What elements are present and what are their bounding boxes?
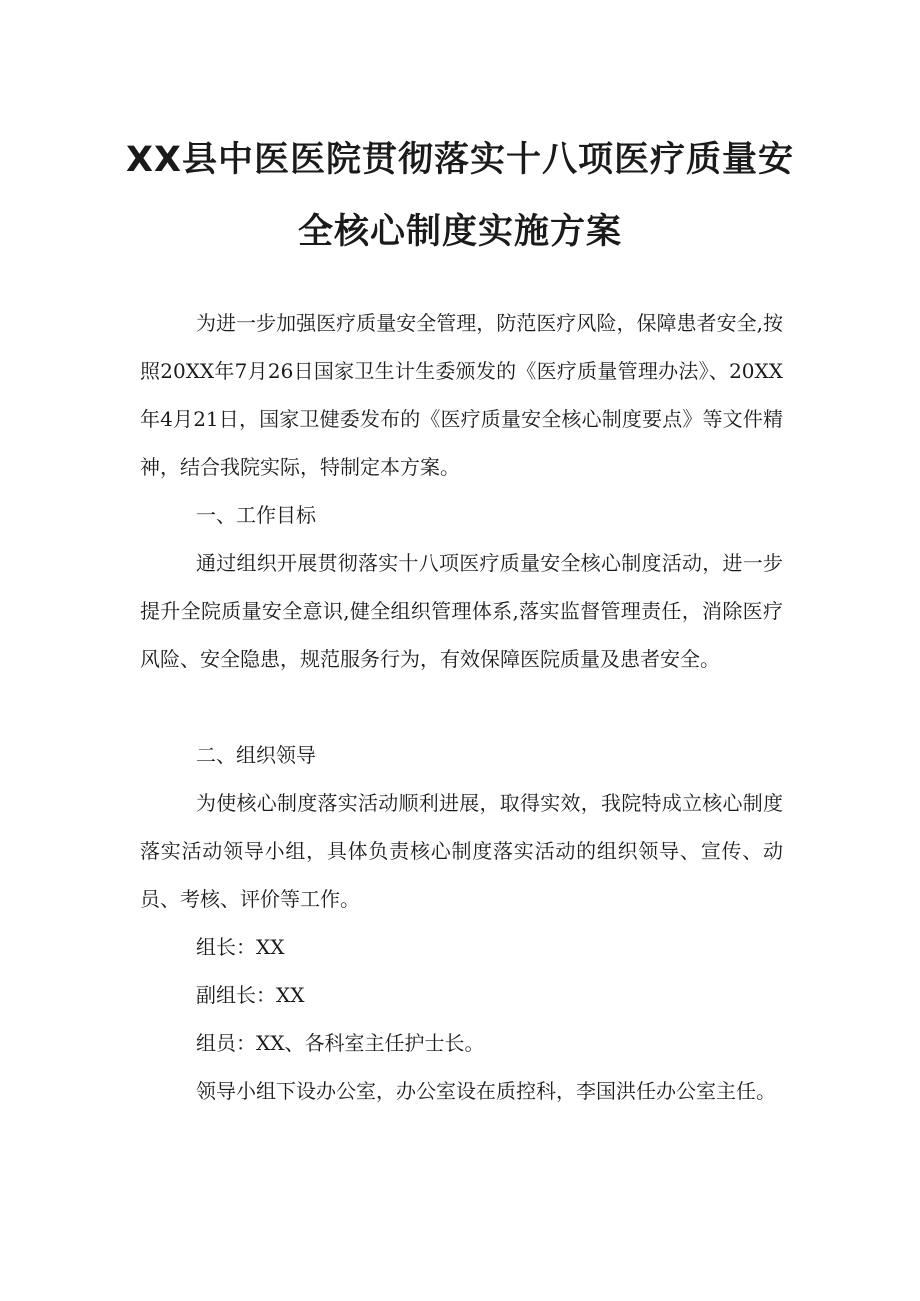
document-title-line-1: XX县中医医院贯彻落实十八项医疗质量安 xyxy=(126,140,794,180)
members-line: 组员：XX、各科室主任护士长。 xyxy=(196,1031,485,1055)
goals-paragraph: 通过组织开展贯彻落实十八项医疗质量安全核心制度活动，进一步提升全院质量安全意识,健全组织管理体系,落实监督管理责任，消除医疗风险、安全隐患，规范服务行为，有效保障医院质量及患者安全。 xyxy=(140,551,783,671)
document-title-line-2: 全核心制度实施方案 xyxy=(297,212,622,252)
section-heading-goals: 一、工作目标 xyxy=(196,503,316,527)
team-leader-line: 组长：XX xyxy=(196,935,285,959)
office-paragraph: 领导小组下设办公室，办公室设在质控科，李国洪任办公室主任。 xyxy=(196,1079,776,1103)
deputy-leader-line: 副组长：XX xyxy=(196,983,305,1007)
intro-paragraph: 为进一步加强医疗质量安全管理，防范医疗风险，保障患者安全,按照20XX年7月26日国家卫生计生委颁发的《医疗质量管理办法》、20XX年4月21日，国家卫健委发布的《医疗质量安全核心制度要点》等文件精神，结合我院实际，特制定本方案。 xyxy=(140,311,783,479)
section-heading-leadership: 二、组织领导 xyxy=(196,743,316,767)
leadership-paragraph: 为使核心制度落实活动顺利进展，取得实效，我院特成立核心制度落实活动领导小组，具体负责核心制度落实活动的组织领导、宣传、动员、考核、评价等工作。 xyxy=(140,791,783,911)
